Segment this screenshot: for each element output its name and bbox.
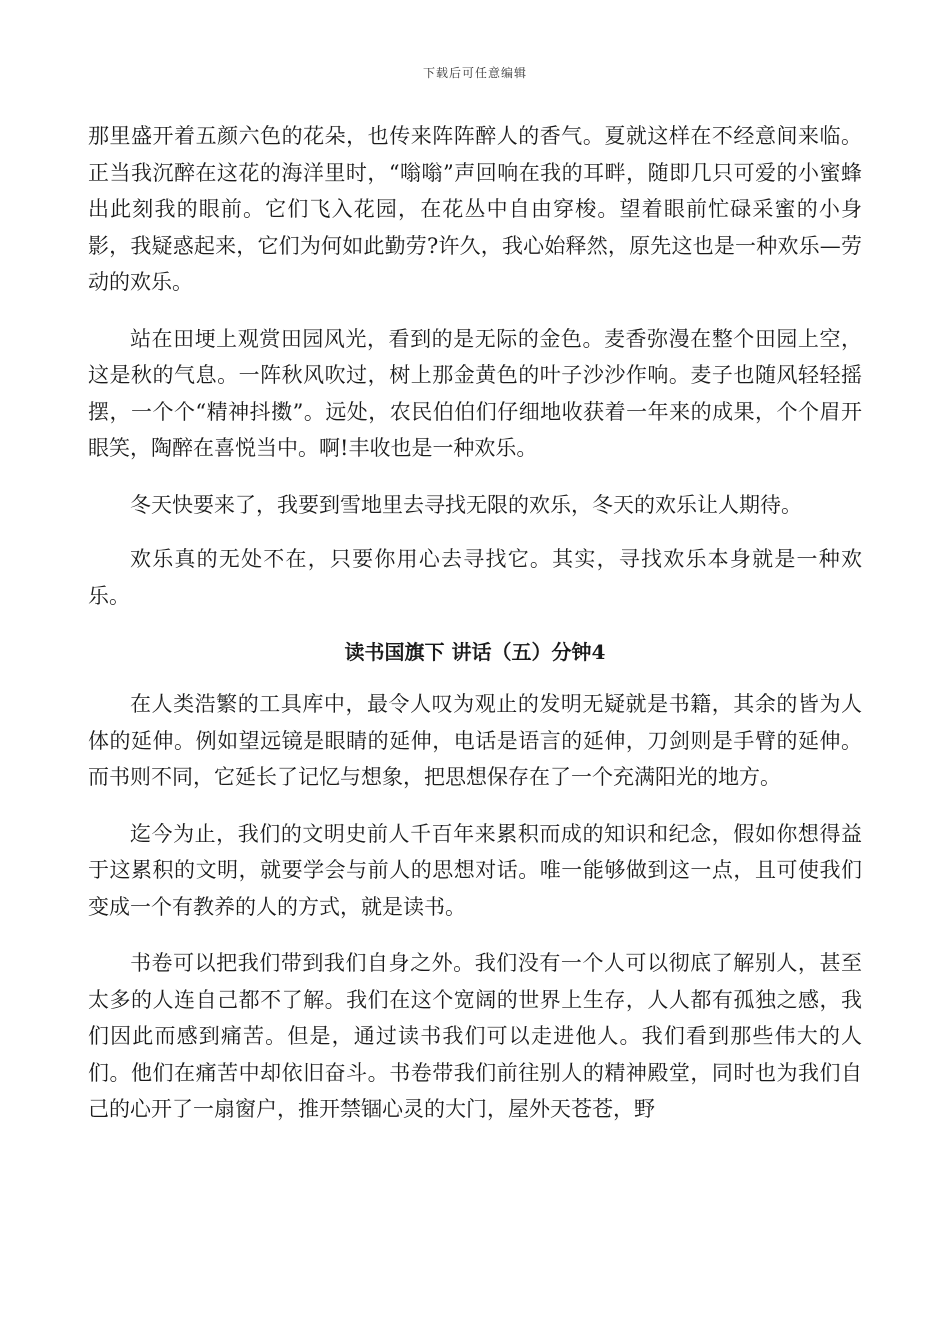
paragraph-winter: 冬天快要来了，我要到雪地里去寻找无限的欢乐，冬天的欢乐让人期待。 [130, 492, 802, 517]
section-title: 读书国旗下 讲话（五）分钟4 [344, 640, 606, 664]
paragraph-beyond-self: 书卷可以把我们带到我们自身之外。我们没有一个人可以彻底了解别人，甚至太多的人连自己都不了解。我们在这个宽阔的世界上生存，人人都有孤独之感，我们因此而感到痛苦。但是，通过读书我们可以走进他人。我们看到那些伟大的人们。他们在痛苦中却依旧奋斗。书卷带我们前往别人的精神殿堂，同时也为我们自己的心开了一扇窗户，推开禁锢心灵的大门，屋外天苍苍，野 [88, 951, 862, 1121]
page-header: 下载后可任意编辑 [422, 66, 527, 80]
paragraph-books-invention: 在人类浩繁的工具库中，最令人叹为观止的发明无疑就是书籍，其余的皆为人体的延伸。例如望远镜是眼睛的延伸，电话是语言的延伸，刀剑则是手臂的延伸。而书则不同，它延长了记忆与想象，把思想保存在了一个充满阳光的地方。 [88, 692, 862, 789]
paragraph-civilization: 迄今为止，我们的文明史前人千百年来累积而成的知识和纪念，假如你想得益于这累积的文明，就要学会与前人的思想对话。唯一能够做到这一点，且可使我们变成一个有教养的人的方式，就是读书。 [88, 821, 862, 919]
paragraph-autumn: 站在田埂上观赏田园风光，看到的是无际的金色。麦香弥漫在整个田园上空，这是秋的气息。一阵秋风吹过，树上那金黄色的叶子沙沙作响。麦子也随风轻轻摇摆，一个个“精神抖擞”。远处，农民伯伯们仔细地收获着一年来的成果，个个眉开眼笑，陶醉在喜悦当中。啊!丰收也是一种欢乐。 [88, 326, 862, 460]
paragraph-summer: 那里盛开着五颜六色的花朵，也传来阵阵醉人的香气。夏就这样在不经意间来临。正当我沉醉在这花的海洋里时，“嗡嗡”声回响在我的耳畔，随即几只可爱的小蜜蜂出此刻我的眼前。它们飞入花园，在花丛中自由穿梭。望着眼前忙碌采蜜的小身影，我疑惑起来，它们为何如此勤劳?许久，我心始释然，原先这也是一种欢乐—劳动的欢乐。 [88, 124, 862, 294]
document-body [88, 118, 862, 1148]
paragraph-conclusion: 欢乐真的无处不在，只要你用心去寻找它。其实，寻找欢乐本身就是一种欢乐。 [88, 547, 862, 608]
